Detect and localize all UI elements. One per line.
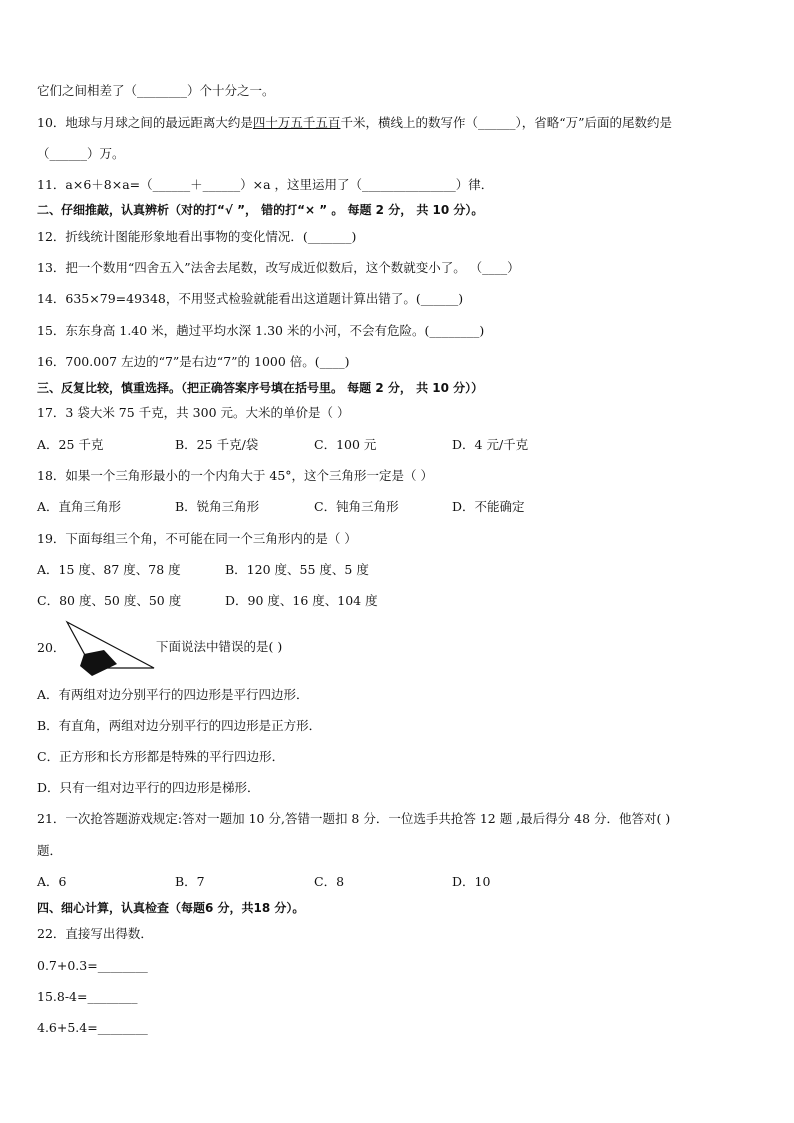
section-4-heading: 四、细心计算，认真检查（每题6 分，共18 分）。 bbox=[37, 901, 305, 915]
q19-option-b[interactable]: B．120 度、55 度、5 度 bbox=[225, 562, 369, 577]
calc-3[interactable]: 4.6+5.4=________ bbox=[37, 1020, 148, 1035]
q19-option-c[interactable]: C．80 度、50 度、50 度 bbox=[37, 593, 182, 608]
q17-option-a[interactable]: A．25 千克 bbox=[37, 437, 104, 452]
q21: 21．一次抢答题游戏规定:答对一题加 10 分,答错一题扣 8 分．一位选手共抢答 12 题 ,最后得分 48 分．他答对( ) bbox=[37, 811, 671, 826]
q17-option-b[interactable]: B．25 千克/袋 bbox=[175, 437, 259, 452]
q20-option-b[interactable]: B．有直角，两组对边分别平行的四边形是正方形． bbox=[37, 718, 322, 733]
q10-text-a: 10．地球与月球之间的最远距离大约是 bbox=[37, 115, 253, 130]
q13: 13．把一个数用“四舍五入”法舍去尾数，改写成近似数后，这个数就变小了。 （____） bbox=[37, 260, 520, 275]
calc-2[interactable]: 15.8-4=________ bbox=[37, 989, 138, 1004]
q19-option-d[interactable]: D．90 度、16 度、104 度 bbox=[225, 593, 378, 608]
q10-text-b: 千米，横线上的数写作（______），省略“万”后面的尾数约是 bbox=[340, 115, 672, 130]
q11: 11．a×6＋8×a=（______＋______）×a ，这里运用了（_______________）律． bbox=[37, 177, 494, 192]
q18: 18．如果一个三角形最小的一个内角大于 45°，这个三角形一定是（ ） bbox=[37, 468, 434, 483]
q21-option-c[interactable]: C．8 bbox=[314, 874, 345, 889]
q20-number: 20． bbox=[37, 640, 66, 655]
black-pentagon-shape bbox=[80, 650, 117, 676]
q20-triangle-figure bbox=[62, 620, 157, 680]
section-3-heading: 三、反复比较，慎重选择。（把正确答案序号填在括号里。 每题 2 分， 共 10 分）） bbox=[37, 381, 484, 395]
q10-line bbox=[37, 114, 672, 132]
q21-option-a[interactable]: A．6 bbox=[37, 874, 67, 889]
q21-option-b[interactable]: B．7 bbox=[175, 874, 205, 889]
q9-continuation: 它们之间相差了（________）个十分之一。 bbox=[37, 83, 275, 98]
q17-option-c[interactable]: C．100 元 bbox=[314, 437, 377, 452]
q12: 12．折线统计图能形象地看出事物的变化情况．(_______) bbox=[37, 229, 357, 244]
q19-option-a[interactable]: A．15 度、87 度、78 度 bbox=[37, 562, 181, 577]
calc-1[interactable]: 0.7+0.3=________ bbox=[37, 958, 148, 973]
q21-option-d[interactable]: D．10 bbox=[452, 874, 491, 889]
q16: 16．700.007 左边的“7”是右边“7”的 1000 倍。(____) bbox=[37, 354, 350, 369]
q18-option-c[interactable]: C．钝角三角形 bbox=[314, 499, 399, 514]
q18-option-d[interactable]: D．不能确定 bbox=[452, 499, 525, 514]
q20-option-c[interactable]: C．正方形和长方形都是特殊的平行四边形． bbox=[37, 749, 285, 764]
section-2-heading: 二、仔细推敲，认真辨析（对的打“√ ”， 错的打“× ” 。 每题 2 分， 共 10 分）。 bbox=[37, 203, 484, 217]
q14: 14．635×79=49348，不用竖式检验就能看出这道题计算出错了。(______) bbox=[37, 291, 464, 306]
q22: 22．直接写出得数． bbox=[37, 926, 153, 941]
q21-continuation: 题． bbox=[37, 843, 63, 858]
q20-option-a[interactable]: A．有两组对边分别平行的四边形是平行四边形． bbox=[37, 687, 309, 702]
q18-option-a[interactable]: A．直角三角形 bbox=[37, 499, 122, 514]
q15: 15．东东身高 1.40 米，趟过平均水深 1.30 米的小河，不会有危险。(________) bbox=[37, 323, 485, 338]
q20-text: 下面说法中错误的是( ) bbox=[156, 639, 283, 654]
q18-option-b[interactable]: B．锐角三角形 bbox=[175, 499, 260, 514]
q17-option-d[interactable]: D．4 元/千克 bbox=[452, 437, 529, 452]
q10-continuation: （______）万。 bbox=[37, 146, 125, 161]
q17: 17．3 袋大米 75 千克，共 300 元。大米的单价是（ ） bbox=[37, 405, 350, 420]
q20-option-d[interactable]: D．只有一组对边平行的四边形是梯形． bbox=[37, 780, 260, 795]
q10-underlined-number: 四十万五千五百 bbox=[252, 115, 341, 130]
q19: 19．下面每组三个角，不可能在同一个三角形内的是（ ） bbox=[37, 531, 357, 546]
